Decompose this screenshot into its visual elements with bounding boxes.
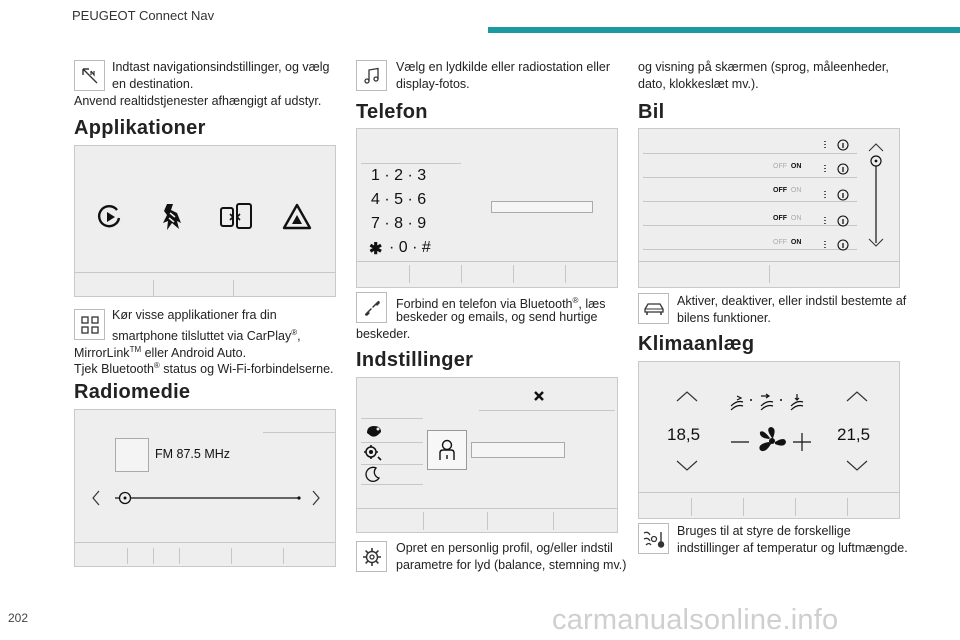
temp-left-down-icon[interactable] <box>675 460 699 472</box>
car-screen-panel <box>638 128 900 288</box>
keypad-row-1[interactable]: 1 · 2 · 3 <box>371 167 427 184</box>
keypad-row-3[interactable]: 7 · 8 · 9 <box>371 215 427 232</box>
nav-text-line-3: Anvend realtidstjenester afhængigt af udstyr. <box>74 94 322 108</box>
keypad-row-4[interactable]: · 0 · # <box>389 239 431 256</box>
fan-icon[interactable] <box>757 426 787 456</box>
profile-button[interactable] <box>427 430 467 470</box>
temp-right-down-icon[interactable] <box>845 460 869 472</box>
audio-settings-icon[interactable] <box>365 424 383 440</box>
radio-station-label: FM 87.5 MHz <box>155 447 231 461</box>
close-icon[interactable] <box>533 390 545 402</box>
page-number: 202 <box>8 611 29 625</box>
continued-text-line-2: dato, klokkeslæt mv.). <box>638 77 759 91</box>
temp-right-value: 21,5 <box>837 425 871 444</box>
asterisk-key[interactable]: ✱ <box>369 241 383 258</box>
peugeot-lion-icon[interactable] <box>157 201 187 233</box>
radio-screen-panel <box>74 409 336 567</box>
climate-heading: Klimaanlæg <box>638 333 755 355</box>
phone-text-line-2: beskeder og emails, og send hurtige <box>396 310 598 324</box>
info-icon-row-3[interactable] <box>823 215 851 227</box>
frequency-slider[interactable] <box>115 490 305 506</box>
apps-text-line-4: Tjek Bluetooth® status og Wi-Fi-forbindelserne. <box>74 361 334 377</box>
keypad-row-2[interactable]: 4 · 5 · 6 <box>371 191 427 208</box>
car-text-line-1: Aktiver, deaktiver, eller indstil bestemte af <box>677 294 907 308</box>
info-icon-row-1[interactable] <box>823 163 851 175</box>
fan-increase-icon[interactable] <box>793 432 813 452</box>
nav-text-line-2: en destination. <box>112 77 194 91</box>
settings-text-line-2: parametre for lyd (balance, stemning mv.) <box>396 558 627 572</box>
mirror-screen-icon[interactable] <box>219 202 253 232</box>
phone-heading: Telefon <box>356 101 428 123</box>
climate-fan-temp-icon <box>638 523 669 554</box>
android-auto-icon[interactable] <box>281 202 313 232</box>
profile-name-field[interactable] <box>471 442 565 458</box>
apps-heading: Applikationer <box>74 117 206 139</box>
station-logo-box <box>115 438 149 472</box>
settings-text-line-1: Opret en personlig profil, og/eller indstil <box>396 541 613 555</box>
apps-grid-icon <box>74 309 105 340</box>
toggle-switch-3[interactable]: OFF ON <box>773 215 802 222</box>
phone-text-line-1: Forbind en telefon via Bluetooth®, læs <box>396 296 606 312</box>
toggle-switch-4[interactable]: OFF ON <box>773 239 802 246</box>
dial-number-field[interactable] <box>491 201 593 213</box>
car-icon <box>638 293 669 324</box>
radio-heading: Radiomedie <box>74 381 191 403</box>
info-icon-row-2[interactable] <box>823 189 851 201</box>
temp-left-up-icon[interactable] <box>675 390 699 402</box>
chevron-right-icon[interactable] <box>311 490 321 506</box>
media-text-line-2: display-fotos. <box>396 77 470 91</box>
chevron-left-icon[interactable] <box>91 490 101 506</box>
vertical-scrollbar[interactable] <box>865 139 887 251</box>
apps-text-line-1: Kør visse applikationer fra din <box>112 308 277 322</box>
running-header: PEUGEOT Connect Nav <box>72 8 215 23</box>
header-accent-bar <box>488 27 960 33</box>
car-heading: Bil <box>638 101 665 123</box>
phone-handset-icon <box>356 292 387 323</box>
phone-screen-panel <box>356 128 618 288</box>
toggle-switch-2[interactable]: OFF ON <box>773 187 802 194</box>
climate-text-line-1: Bruges til at styre de forskellige <box>677 524 851 538</box>
fan-decrease-icon[interactable] <box>731 440 751 444</box>
info-icon-row-0[interactable] <box>823 139 851 151</box>
music-note-icon <box>356 60 387 91</box>
phone-text-line-3: beskeder. <box>356 327 411 341</box>
info-icon-row-4[interactable] <box>823 239 851 251</box>
settings-screen-panel <box>356 377 618 533</box>
temp-left-value: 18,5 <box>667 425 701 444</box>
car-text-line-2: bilens funktioner. <box>677 311 771 325</box>
play-app-icon[interactable] <box>95 202 125 232</box>
media-text-line-1: Vælg en lydkilde eller radiostation eller <box>396 60 611 74</box>
navigation-icon <box>74 60 105 91</box>
nav-text-line-1: Indtast navigationsindstillinger, og vælg <box>112 60 330 74</box>
watermark-text: carmanualsonline.info <box>552 604 839 636</box>
air-distribution-icons[interactable] <box>727 392 813 414</box>
temp-right-up-icon[interactable] <box>845 390 869 402</box>
settings-heading: Indstillinger <box>356 349 474 371</box>
apps-text-line-2: smartphone tilsluttet via CarPlay®, <box>112 328 301 344</box>
climate-screen-panel <box>638 361 900 519</box>
apps-screen-panel <box>74 145 336 297</box>
settings-gear-icon <box>356 541 387 572</box>
system-settings-icon[interactable] <box>363 444 383 462</box>
continued-text-line-1: og visning på skærmen (sprog, måleenheder, <box>638 60 889 74</box>
apps-text-line-3: MirrorLink™ eller Android Auto. <box>74 345 247 361</box>
toggle-switch-1[interactable]: OFF ON <box>773 163 802 170</box>
climate-text-line-2: indstillinger af temperatur og luftmængde. <box>677 541 908 555</box>
moon-icon[interactable] <box>365 466 381 482</box>
